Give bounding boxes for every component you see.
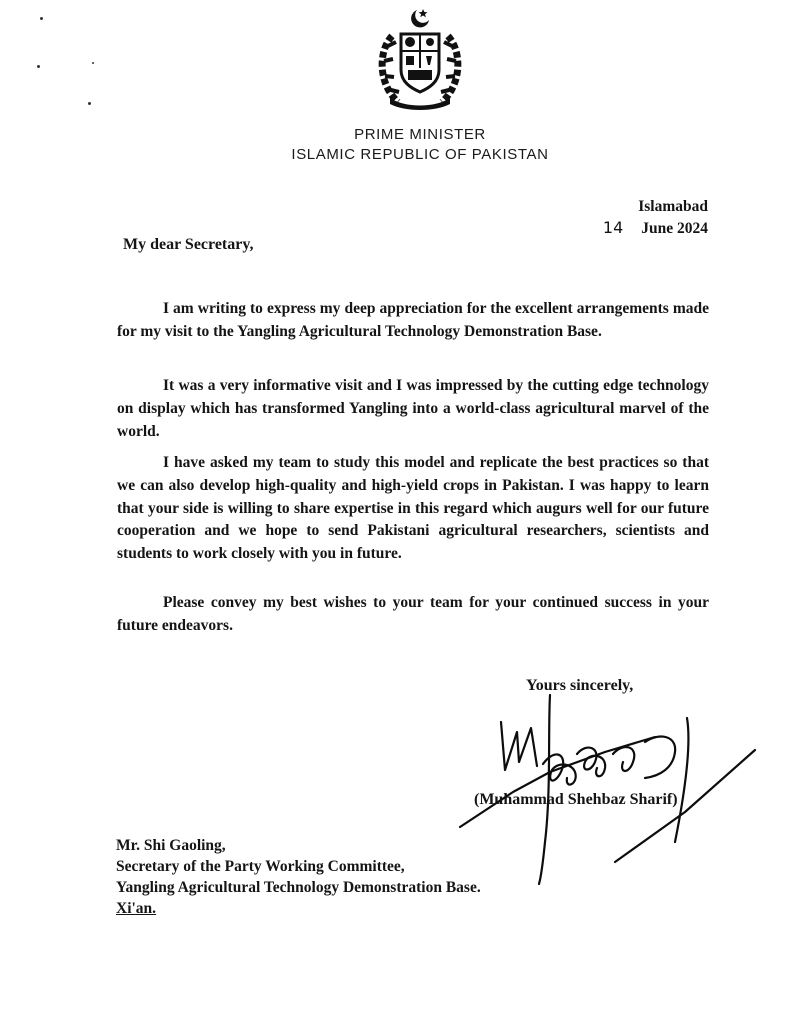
body-paragraph: I am writing to express my deep appreciation for the excellent arrangements made for my visit to the Yangling Agricultural Technology Demonstration Base. [117,300,709,340]
scan-speck [92,62,94,64]
signatory-name: (Muhammad Shehbaz Sharif) [474,791,678,808]
place: Islamabad [638,198,708,215]
handwritten-signature [455,692,785,887]
body-paragraph: Please convey my best wishes to your team for your continued success in your future endeavors. [117,594,709,634]
addressee-organization: Yangling Agricultural Technology Demonstration Base. [116,879,481,896]
addressee-title: Secretary of the Party Working Committee, [116,858,405,875]
date-line [603,217,708,239]
closing: Yours sincerely, [526,677,634,694]
addressee-city: Xi'an. [116,900,157,917]
scan-speck [40,17,43,20]
salutation: My dear Secretary, [123,236,254,253]
body-paragraph: I have asked my team to study this model and replicate the best practices so that we can also develop high-quality and high-yield crops in Pakistan. I was happy to learn that your side is willing to share expertise in this regard which augurs well for our future cooperation and we hope to send Pakistani agricultural researchers, scientists and students to work closely with you in future. [117,454,709,563]
scan-speck [88,102,91,105]
scan-speck [37,65,40,68]
state-emblem-icon [370,6,470,110]
letterhead-subtitle: ISLAMIC REPUBLIC OF PAKISTAN [291,146,549,163]
letterhead-title: PRIME MINISTER [354,126,486,143]
body-paragraph: It was a very informative visit and I was impressed by the cutting edge technology on display which has transformed Yangling into a world-class agricultural marvel of the world. [117,377,709,440]
date-month-year: June 2024 [641,220,708,237]
addressee-name: Mr. Shi Gaoling, [116,837,226,854]
place-date-block [603,196,708,239]
date-day: 14 [602,218,624,237]
